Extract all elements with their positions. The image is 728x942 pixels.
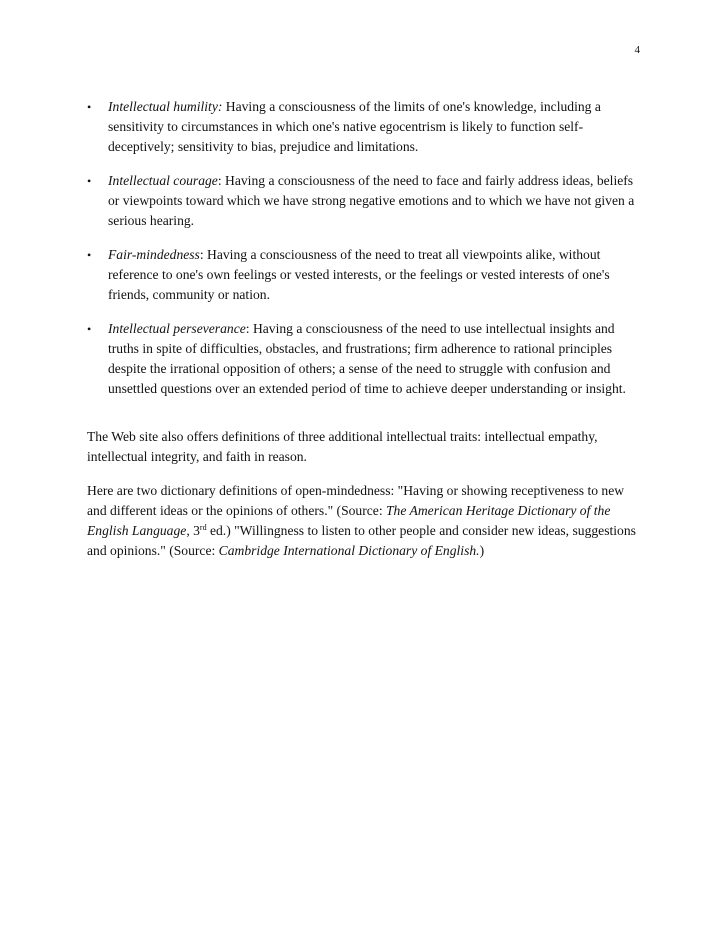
list-item <box>87 319 647 399</box>
list-item <box>87 97 647 157</box>
trait-definition: : Having a consciousness of the need to face and fairly address ideas, beliefs or viewpoints toward which we have strong negative emotions and to which we have not given a serious hearing. <box>108 173 635 228</box>
list-item <box>87 171 647 231</box>
spacer <box>87 413 647 427</box>
edition-superscript: rd <box>199 523 207 532</box>
list-item <box>87 245 647 305</box>
page-number: 4 <box>634 44 640 56</box>
trait-term: Intellectual perseverance <box>108 321 246 336</box>
trait-term: Intellectual humility: <box>108 99 223 114</box>
dictionary-definitions-paragraph <box>87 481 647 561</box>
trait-definition: : Having a consciousness of the need to use intellectual insights and truths in spite of difficulties, obstacles, and frustrations; firm adherence to rational principles despite the irrational opposition of others; a sense of the need to struggle with confusion and unsettled questions over an extended period of time to achieve deeper understanding or insight. <box>108 321 626 396</box>
source-title: Cambridge International Dictionary of English. <box>218 543 480 558</box>
trait-definition: : Having a consciousness of the need to treat all viewpoints alike, without reference to one's own feelings or vested interests, or the feelings or vested interests of one's friends, community or nation. <box>108 247 610 302</box>
additional-traits-paragraph: The Web site also offers definitions of three additional intellectual traits: intellectual empathy, intellectual integrity, and faith in reason. <box>87 429 598 464</box>
paragraph-text: ed.) "Willingness to listen to other people and consider new ideas, suggestions and opinions." (Source: <box>87 523 636 558</box>
trait-list <box>87 97 647 399</box>
trait-term: Intellectual courage <box>108 173 218 188</box>
document-body <box>87 97 647 575</box>
source-title: The American Heritage Dictionary of the English Language <box>87 503 611 538</box>
trait-term: Fair-mindedness <box>108 247 200 262</box>
paragraph-text: , 3 <box>186 523 200 538</box>
trait-definition: Having a consciousness of the limits of one's knowledge, including a sensitivity to circumstances in which one's native egocentrism is likely to function self-deceptively; sensitivity to bias, prejudice and limitations. <box>108 99 601 154</box>
paragraph-text: Here are two dictionary definitions of open-mindedness: "Having or showing receptiveness to new and different ideas or the opinions of others." (Source: <box>87 483 625 518</box>
paragraph-text: ) <box>479 543 485 558</box>
